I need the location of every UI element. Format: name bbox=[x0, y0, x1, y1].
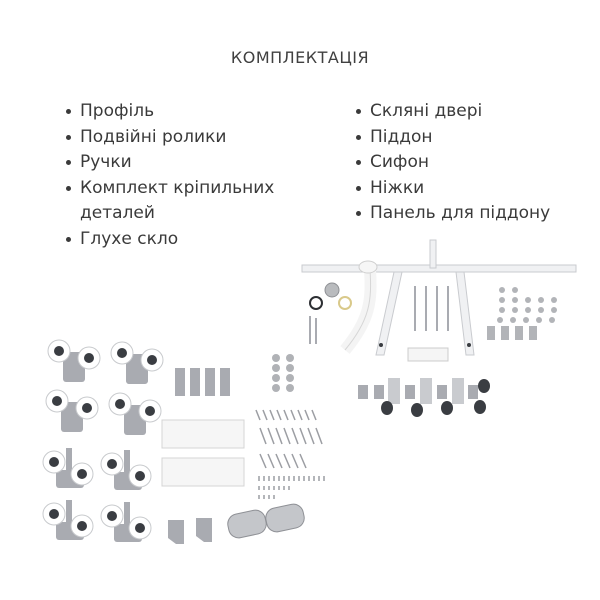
list-item-label: Профіль bbox=[80, 101, 155, 121]
list-item-label: Панель для піддону bbox=[370, 203, 551, 223]
bullet-icon bbox=[356, 186, 361, 191]
screws bbox=[256, 410, 324, 499]
list-item bbox=[354, 201, 584, 227]
rollers bbox=[43, 340, 163, 542]
list-item bbox=[354, 125, 584, 151]
list-item-label: Скляні двері bbox=[370, 101, 483, 121]
list-item-label: Ручки bbox=[80, 152, 132, 172]
list-item-label: Ніжки bbox=[370, 177, 425, 198]
bullet-icon bbox=[356, 211, 361, 216]
bullet-icon bbox=[66, 109, 71, 114]
bolts bbox=[487, 287, 557, 340]
bullet-icon bbox=[66, 160, 71, 165]
list-item bbox=[354, 150, 584, 176]
kit-list-right bbox=[354, 99, 584, 227]
bullet-icon bbox=[66, 135, 71, 140]
bullet-icon bbox=[356, 109, 361, 114]
list-item bbox=[64, 150, 304, 176]
list-item bbox=[64, 125, 304, 151]
list-item-label: Піддон bbox=[370, 126, 433, 147]
list-item bbox=[64, 176, 304, 227]
page-title: КОМПЛЕКТАЦІЯ bbox=[230, 48, 370, 67]
bullet-icon bbox=[66, 186, 71, 191]
list-item bbox=[354, 176, 584, 202]
kit-photo bbox=[0, 230, 600, 600]
brackets bbox=[162, 354, 294, 486]
bullet-icon bbox=[356, 135, 361, 140]
bullet-icon bbox=[356, 160, 361, 165]
list-item-label: Комплект кріпильних деталей bbox=[80, 177, 275, 223]
siphon bbox=[309, 261, 377, 350]
list-item-label: Глухе скло bbox=[80, 228, 179, 249]
handles bbox=[168, 502, 306, 544]
list-item bbox=[64, 99, 304, 125]
list-item-label: Сифон bbox=[370, 152, 429, 172]
threaded-rods bbox=[408, 286, 449, 361]
list-item bbox=[354, 99, 584, 125]
legs bbox=[358, 378, 490, 417]
list-item-label: Подвійні ролики bbox=[80, 126, 227, 147]
